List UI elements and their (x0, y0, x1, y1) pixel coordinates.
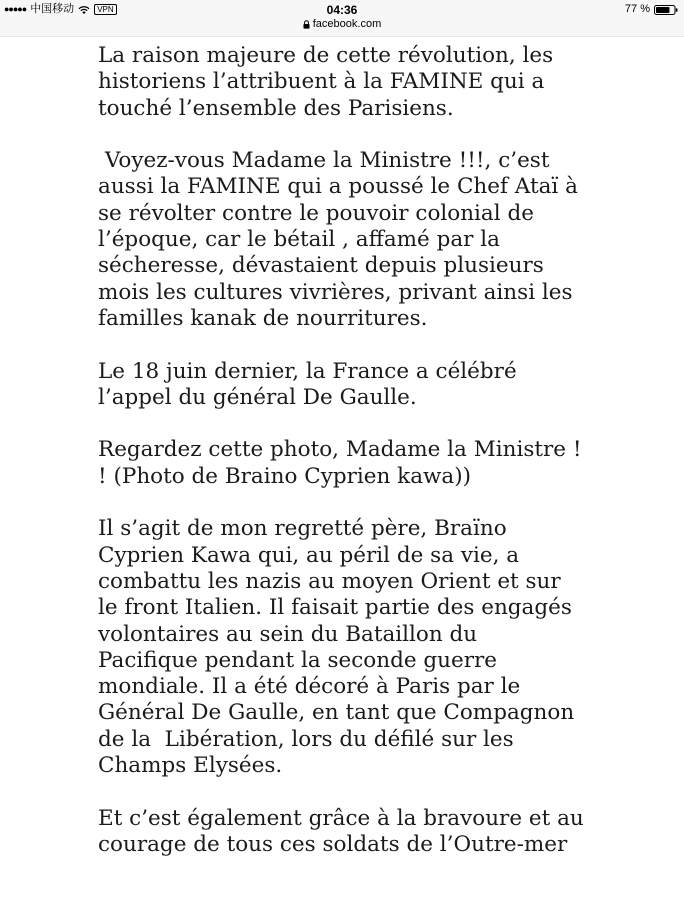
paragraph (98, 516, 608, 779)
vpn-badge: VPN (94, 4, 116, 15)
text-line: le front Italien. Il faisait partie des engagés (98, 595, 572, 621)
text-line: volontaires au sein du Bataillon du (98, 621, 478, 647)
text-line: Regardez cette photo, Madame la Ministre ! (98, 437, 582, 463)
carrier-name: 中国移动 (30, 3, 75, 15)
address-bar[interactable] (0, 18, 684, 31)
signal-strength-icon: ●●●●● (4, 4, 27, 14)
text-line: l’appel du général De Gaulle. (98, 384, 417, 410)
text-line: touché l’ensemble des Parisiens. (98, 95, 454, 121)
paragraph (98, 806, 608, 859)
paragraph (98, 43, 608, 122)
text-line: courage de tous ces soldats de l’Outre-mer (98, 831, 568, 857)
status-bar (0, 0, 684, 37)
text-line: Et c’est également grâce à la bravoure et au (98, 805, 584, 831)
paragraph (98, 359, 608, 412)
text-line: se révolter contre le pouvoir colonial de (98, 200, 534, 226)
text-line: mondiale. Il a été décoré à Paris par le (98, 674, 521, 700)
text-line: mois les cultures vivrières, privant ainsi les (98, 279, 573, 305)
text-line: aussi la FAMINE qui a poussé le Chef Ataï à (98, 174, 578, 200)
text-line: historiens l’attribuent à la FAMINE qui a (98, 69, 545, 95)
text-line: familles kanak de nourritures. (98, 305, 428, 331)
text-line: combattu les nazis au moyen Orient et sur (98, 568, 561, 594)
text-line: Il s’agit de mon regretté père, Braïno (98, 516, 507, 542)
status-right (625, 3, 678, 16)
battery-percent: 77 % (624, 3, 650, 15)
lock-icon (303, 20, 310, 29)
text-line: l’époque, car le bétail , affamé par la (98, 227, 500, 253)
text-line: sécheresse, dévastaient depuis plusieurs (98, 253, 544, 279)
text-line: La raison majeure de cette révolution, les (98, 43, 554, 68)
text-line: ! (Photo de Braino Cyprien kawa)) (98, 463, 472, 489)
text-line: Pacifique pendant la seconde guerre (98, 647, 498, 673)
text-line: Cyprien Kawa qui, au péril de sa vie, a (98, 542, 520, 568)
paragraph (98, 437, 608, 490)
text-line: Général De Gaulle, en tant que Compagnon (98, 700, 575, 726)
url-text[interactable]: facebook.com (312, 18, 382, 30)
paragraph (98, 148, 608, 332)
text-line: de la Libération, lors du défilé sur les (98, 726, 514, 752)
battery-fill (656, 7, 669, 13)
battery-icon (654, 5, 678, 15)
post-body (98, 43, 608, 885)
text-line: Voyez-vous Madame la Ministre !!!, c’est (98, 148, 550, 174)
text-line: Le 18 juin dernier, la France a célébré (98, 358, 517, 384)
text-line: Champs Elysées. (98, 753, 283, 779)
clock-time: 04:36 (326, 3, 358, 17)
